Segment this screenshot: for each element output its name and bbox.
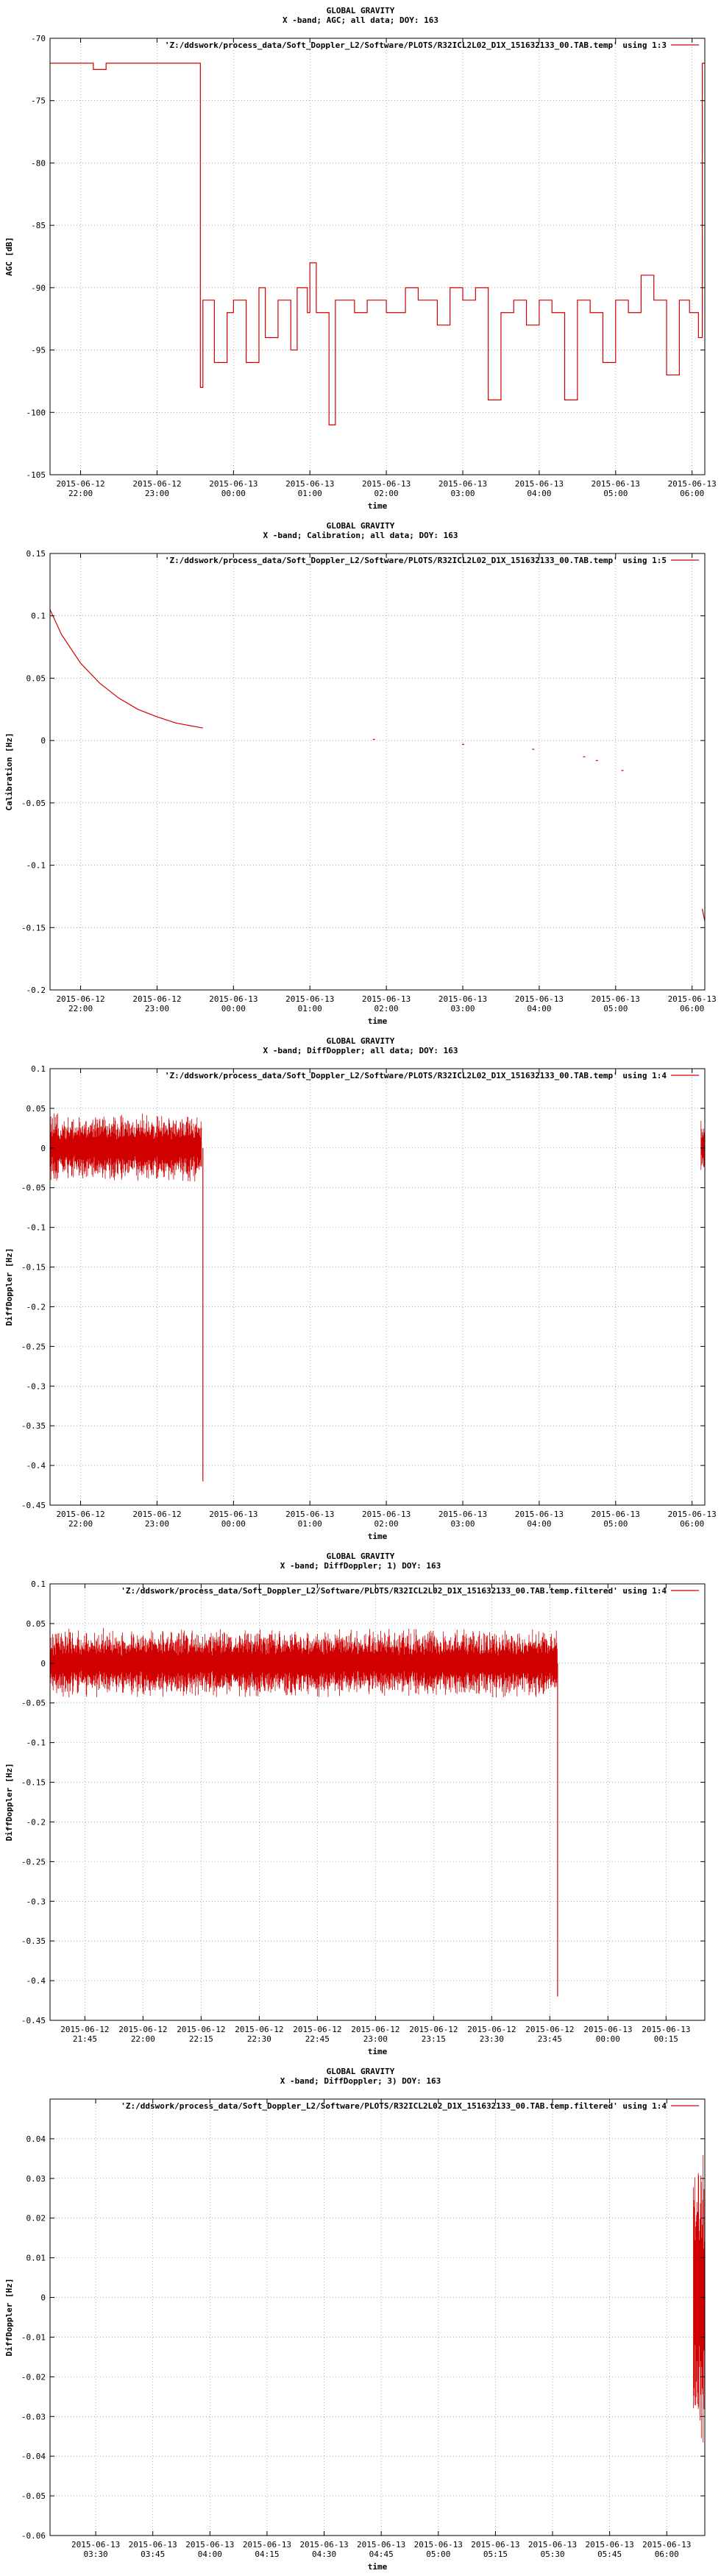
- y-tick-label: -0.25: [21, 1857, 46, 1867]
- x-tick-label-time: 00:00: [595, 2034, 620, 2044]
- x-tick-label-time: 23:15: [421, 2034, 446, 2044]
- y-axis-label: DiffDoppler [Hz]: [4, 1248, 14, 1326]
- y-tick-label: -0.25: [21, 1342, 46, 1352]
- y-tick-label: 0: [40, 1143, 46, 1153]
- x-tick-label-time: 00:00: [221, 1519, 246, 1529]
- x-tick-label-time: 22:00: [130, 2034, 155, 2044]
- y-tick-label: 0.03: [26, 2173, 46, 2184]
- series-line: [50, 63, 705, 425]
- series-line: [703, 909, 705, 921]
- x-axis-label: time: [367, 1532, 388, 1541]
- y-tick-label: -0.06: [21, 2531, 46, 2541]
- legend-label: 'Z:/ddswork/process_data/Soft_Doppler_L2/Software/PLOTS/R32ICL2L02_D1X_151632133_00.TAB.temp' using 1:5: [164, 556, 667, 565]
- x-tick-label-date: 2015-06-13: [209, 1510, 258, 1519]
- y-tick-label: -0.01: [21, 2332, 46, 2343]
- chart-suptitle: GLOBAL GRAVITY: [326, 6, 395, 15]
- noise-band: [50, 1628, 557, 1697]
- y-tick-label: -0.2: [26, 986, 46, 995]
- x-tick-label-date: 2015-06-12: [525, 2025, 575, 2034]
- x-tick-label-date: 2015-06-13: [471, 2540, 520, 2550]
- y-tick-label: -75: [31, 96, 46, 106]
- data-point: [373, 739, 375, 740]
- x-tick-label-time: 04:45: [369, 2550, 394, 2559]
- x-axis-label: time: [367, 1016, 388, 1026]
- chart-svg: [0, 515, 721, 1030]
- y-tick-label: -0.35: [21, 1421, 46, 1432]
- x-tick-label-date: 2015-06-13: [185, 2540, 235, 2550]
- x-tick-label-date: 2015-06-12: [351, 2025, 400, 2034]
- x-tick-label-date: 2015-06-13: [71, 2540, 121, 2550]
- x-tick-label-time: 22:00: [68, 1519, 93, 1529]
- chart-title: X -band; DiffDoppler; all data; DOY: 163: [263, 1046, 458, 1055]
- x-tick-label-time: 23:45: [537, 2034, 562, 2044]
- x-tick-label-time: 05:15: [483, 2550, 508, 2559]
- data-point: [532, 749, 534, 750]
- x-tick-label-time: 05:30: [540, 2550, 565, 2559]
- chart-panel-2: [0, 515, 721, 1030]
- x-tick-label-time: 00:15: [653, 2034, 678, 2044]
- y-tick-label: -0.05: [21, 798, 46, 808]
- x-tick-label-time: 03:00: [450, 1519, 475, 1529]
- y-tick-label: -0.35: [21, 1936, 46, 1947]
- x-tick-label-date: 2015-06-13: [438, 479, 488, 489]
- y-tick-label: -85: [31, 221, 46, 231]
- x-tick-label-time: 05:00: [426, 2550, 451, 2559]
- chart-panel-5: [0, 2061, 721, 2576]
- chart-suptitle: GLOBAL GRAVITY: [326, 2067, 395, 2076]
- y-tick-label: 0: [40, 736, 46, 746]
- x-tick-label-date: 2015-06-12: [56, 479, 105, 489]
- y-tick-label: 0.1: [31, 1064, 46, 1074]
- x-tick-label-time: 23:00: [144, 489, 170, 498]
- y-tick-label: -0.15: [21, 1777, 46, 1788]
- plot-area: [50, 1628, 558, 1997]
- y-tick-label: -0.3: [26, 1381, 46, 1392]
- y-tick-label: -0.15: [21, 923, 46, 933]
- x-tick-label-date: 2015-06-13: [591, 1510, 640, 1519]
- x-tick-label-time: 01:00: [297, 489, 322, 498]
- x-tick-label-date: 2015-06-13: [285, 479, 335, 489]
- y-tick-label: -0.3: [26, 1897, 46, 1907]
- x-tick-label-date: 2015-06-13: [285, 1510, 335, 1519]
- y-tick-label: -0.03: [21, 2412, 46, 2422]
- y-tick-label: 0.04: [26, 2134, 46, 2144]
- x-tick-label-date: 2015-06-12: [235, 2025, 284, 2034]
- legend-label: 'Z:/ddswork/process_data/Soft_Doppler_L2/Software/PLOTS/R32ICL2L02_D1X_151632133_00.TAB.temp' using 1:4: [164, 1071, 667, 1080]
- y-tick-label: -0.45: [21, 1501, 46, 1510]
- x-tick-label-date: 2015-06-12: [132, 1510, 182, 1519]
- x-tick-label-date: 2015-06-12: [467, 2025, 516, 2034]
- x-tick-label-time: 06:00: [654, 2550, 679, 2559]
- x-tick-label-time: 23:00: [144, 1004, 170, 1013]
- x-tick-label-date: 2015-06-13: [585, 2540, 634, 2550]
- x-tick-label-time: 04:30: [311, 2550, 337, 2559]
- y-tick-label: -95: [31, 345, 46, 355]
- chart-suptitle: GLOBAL GRAVITY: [326, 521, 395, 531]
- plot-frame: [50, 553, 705, 990]
- y-axis-label: DiffDoppler [Hz]: [4, 2278, 14, 2357]
- x-tick-label-date: 2015-06-13: [362, 994, 411, 1004]
- y-tick-label: 0.05: [26, 1618, 46, 1629]
- plot-area: [50, 609, 705, 921]
- x-tick-label-date: 2015-06-13: [514, 479, 564, 489]
- x-tick-label-time: 05:00: [603, 1519, 628, 1529]
- x-tick-label-date: 2015-06-13: [438, 994, 488, 1004]
- x-tick-label-date: 2015-06-13: [514, 994, 564, 1004]
- x-tick-label-time: 22:00: [68, 1004, 93, 1013]
- x-tick-label-date: 2015-06-12: [56, 994, 105, 1004]
- x-tick-label-time: 01:00: [297, 1004, 322, 1013]
- y-tick-label: -0.02: [21, 2372, 46, 2382]
- data-point: [462, 744, 464, 745]
- x-tick-label-time: 22:45: [305, 2034, 330, 2044]
- chart-panel-3: [0, 1030, 721, 1546]
- y-tick-label: 0.01: [26, 2253, 46, 2263]
- x-tick-label-time: 03:00: [450, 489, 475, 498]
- noise-band: [701, 1121, 705, 1170]
- legend-label: 'Z:/ddswork/process_data/Soft_Doppler_L2/Software/PLOTS/R32ICL2L02_D1X_151632133_00.TAB.temp' using 1:3: [164, 40, 667, 50]
- chart-suptitle: GLOBAL GRAVITY: [326, 1551, 395, 1561]
- chart-title: X -band; AGC; all data; DOY: 163: [283, 15, 438, 25]
- x-tick-label-date: 2015-06-12: [409, 2025, 458, 2034]
- x-tick-label-date: 2015-06-12: [56, 1510, 105, 1519]
- x-tick-label-date: 2015-06-13: [528, 2540, 578, 2550]
- y-tick-label: 0.1: [31, 611, 46, 621]
- x-tick-label-date: 2015-06-12: [132, 994, 182, 1004]
- y-axis-label: AGC [dB]: [4, 237, 14, 276]
- x-tick-label-date: 2015-06-13: [362, 1510, 411, 1519]
- x-tick-label-date: 2015-06-13: [209, 994, 258, 1004]
- plot-area: [50, 63, 705, 425]
- y-tick-label: 0.15: [26, 549, 46, 559]
- plot-area: [694, 2155, 705, 2443]
- x-tick-label-date: 2015-06-12: [177, 2025, 226, 2034]
- x-tick-label-time: 04:00: [527, 1004, 552, 1013]
- x-tick-label-date: 2015-06-13: [299, 2540, 349, 2550]
- chart-svg: [0, 1546, 721, 2061]
- legend-label: 'Z:/ddswork/process_data/Soft_Doppler_L2/Software/PLOTS/R32ICL2L02_D1X_151632133_00.TAB.temp.filtered' using 1:4: [121, 2101, 667, 2111]
- x-tick-label-time: 22:30: [246, 2034, 271, 2044]
- x-tick-label-date: 2015-06-13: [285, 994, 335, 1004]
- y-tick-label: -0.05: [21, 1698, 46, 1708]
- x-tick-label-time: 03:00: [450, 1004, 475, 1013]
- x-tick-label-time: 05:00: [603, 489, 628, 498]
- x-tick-label-date: 2015-06-13: [438, 1510, 488, 1519]
- x-axis-label: time: [367, 2047, 388, 2056]
- y-tick-label: 0.05: [26, 673, 46, 684]
- y-tick-label: -0.04: [21, 2452, 46, 2462]
- x-tick-label-time: 03:30: [83, 2550, 108, 2559]
- x-tick-label-date: 2015-06-13: [128, 2540, 177, 2550]
- x-tick-label-time: 04:00: [527, 1519, 552, 1529]
- y-tick-label: -0.1: [26, 1222, 46, 1233]
- x-tick-label-time: 02:00: [374, 1004, 399, 1013]
- x-tick-label-date: 2015-06-12: [118, 2025, 168, 2034]
- x-tick-label-time: 04:00: [527, 489, 552, 498]
- chart-svg: [0, 0, 721, 515]
- chart-panel-1: [0, 0, 721, 515]
- y-tick-label: -90: [31, 283, 46, 293]
- y-tick-label: 0.02: [26, 2213, 46, 2223]
- chart-svg: [0, 1030, 721, 1546]
- x-tick-label-date: 2015-06-13: [583, 2025, 633, 2034]
- x-tick-label-time: 00:00: [221, 489, 246, 498]
- y-tick-label: 0.1: [31, 1579, 46, 1589]
- chart-panel-4: [0, 1546, 721, 2061]
- y-tick-label: -0.4: [26, 1976, 46, 1986]
- x-tick-label-date: 2015-06-13: [591, 479, 640, 489]
- x-tick-label-time: 05:00: [603, 1004, 628, 1013]
- chart-svg: [0, 2061, 721, 2576]
- x-tick-label-date: 2015-06-13: [667, 1510, 717, 1519]
- x-tick-label-date: 2015-06-13: [413, 2540, 463, 2550]
- x-tick-label-date: 2015-06-13: [362, 479, 411, 489]
- y-tick-label: -0.1: [26, 1738, 46, 1748]
- x-axis-label: time: [367, 501, 388, 511]
- x-tick-label-date: 2015-06-13: [642, 2025, 691, 2034]
- y-tick-label: -105: [26, 470, 46, 480]
- noise-band: [50, 1114, 202, 1181]
- x-tick-label-time: 23:00: [363, 2034, 388, 2044]
- series-line: [50, 609, 203, 728]
- x-tick-label-date: 2015-06-13: [667, 479, 717, 489]
- y-tick-label: -0.15: [21, 1262, 46, 1273]
- y-tick-label: -0.1: [26, 860, 46, 871]
- x-tick-label-time: 21:45: [72, 2034, 97, 2044]
- y-axis-label: Calibration [Hz]: [4, 732, 14, 811]
- data-point: [621, 770, 623, 771]
- x-tick-label-time: 06:00: [680, 1004, 705, 1013]
- x-tick-label-time: 02:00: [374, 489, 399, 498]
- x-axis-label: time: [367, 2562, 388, 2572]
- y-tick-label: -70: [31, 34, 46, 43]
- x-tick-label-date: 2015-06-13: [667, 994, 717, 1004]
- y-tick-label: -0.05: [21, 1183, 46, 1193]
- noise-band: [694, 2155, 705, 2443]
- y-tick-label: 0.05: [26, 1103, 46, 1114]
- y-axis-label: DiffDoppler [Hz]: [4, 1763, 14, 1841]
- x-tick-label-date: 2015-06-13: [357, 2540, 406, 2550]
- x-tick-label-time: 02:00: [374, 1519, 399, 1529]
- x-tick-label-date: 2015-06-12: [60, 2025, 110, 2034]
- x-tick-label-date: 2015-06-13: [514, 1510, 564, 1519]
- x-tick-label-time: 23:30: [479, 2034, 504, 2044]
- x-tick-label-time: 04:15: [255, 2550, 280, 2559]
- x-tick-label-time: 22:00: [68, 489, 93, 498]
- x-tick-label-time: 22:15: [188, 2034, 213, 2044]
- x-tick-label-date: 2015-06-13: [242, 2540, 292, 2550]
- chart-title: X -band; Calibration; all data; DOY: 163: [263, 531, 458, 540]
- y-tick-label: 0: [40, 2293, 46, 2303]
- plot-area: [50, 1114, 705, 1482]
- x-tick-label-time: 06:00: [680, 1519, 705, 1529]
- plot-frame: [50, 38, 705, 475]
- legend-label: 'Z:/ddswork/process_data/Soft_Doppler_L2/Software/PLOTS/R32ICL2L02_D1X_151632133_00.TAB.temp.filtered' using 1:4: [121, 1586, 667, 1596]
- y-tick-label: -80: [31, 158, 46, 169]
- x-tick-label-date: 2015-06-13: [591, 994, 640, 1004]
- x-tick-label-date: 2015-06-12: [293, 2025, 342, 2034]
- chart-title: X -band; DiffDoppler; 1) DOY: 163: [280, 1561, 441, 1571]
- x-tick-label-time: 23:00: [144, 1519, 170, 1529]
- y-tick-label: -0.2: [26, 1817, 46, 1827]
- x-tick-label-time: 03:45: [141, 2550, 166, 2559]
- x-tick-label-time: 06:00: [680, 489, 705, 498]
- chart-title: X -band; DiffDoppler; 3) DOY: 163: [280, 2076, 441, 2086]
- x-tick-label-time: 00:00: [221, 1004, 246, 1013]
- data-point: [596, 760, 598, 761]
- y-tick-label: -0.05: [21, 2491, 46, 2502]
- plot-frame: [50, 2099, 705, 2536]
- y-tick-label: -0.2: [26, 1302, 46, 1312]
- x-tick-label-time: 04:00: [197, 2550, 222, 2559]
- x-tick-label-time: 05:45: [597, 2550, 622, 2559]
- chart-suptitle: GLOBAL GRAVITY: [326, 1036, 395, 1046]
- x-tick-label-date: 2015-06-13: [209, 479, 258, 489]
- y-tick-label: -100: [26, 408, 46, 418]
- x-tick-label-date: 2015-06-13: [642, 2540, 692, 2550]
- x-tick-label-date: 2015-06-12: [132, 479, 182, 489]
- y-tick-label: -0.45: [21, 2016, 46, 2025]
- y-tick-label: 0: [40, 1658, 46, 1669]
- x-tick-label-time: 01:00: [297, 1519, 322, 1529]
- y-tick-label: -0.4: [26, 1461, 46, 1471]
